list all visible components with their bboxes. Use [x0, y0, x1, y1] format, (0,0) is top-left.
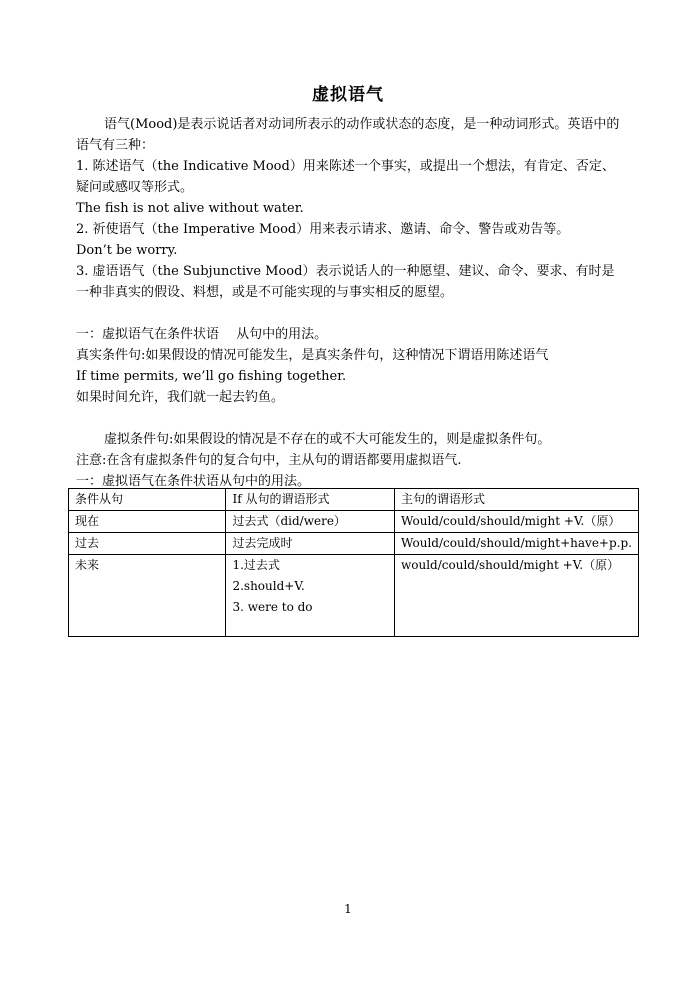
indicative-example: The fish is not alive without water. — [76, 201, 304, 216]
section-heading-1: 一：虚拟语气在条件状语 从句中的用法。 — [76, 327, 328, 342]
section-heading-2: 一：虚拟语气在条件状语从句中的用法。 — [76, 474, 311, 489]
virtual-condition-text: 虚拟条件句:如果假设的情况是不存在的或不大可能发生的，则是虚拟条件句。 — [104, 432, 551, 447]
page-number: 1 — [344, 902, 352, 916]
table-cell-main-clause: would/could/should/might +V.（原） — [394, 555, 638, 637]
table-cell-main-clause: Would/could/should/might+have+p.p. — [394, 533, 638, 555]
intro-paragraph: 语气(Mood)是表示说话者对动词所表示的动作或状态的态度，是一种动词形式。英语中的语气有三种： — [76, 117, 620, 153]
if-clause-line: 3. were to do — [232, 600, 313, 614]
real-condition-example-cn: 如果时间允许，我们就一起去钓鱼。 — [76, 390, 285, 405]
real-condition-text: 真实条件句:如果假设的情况可能发生，是真实条件句，这种情况下谓语用陈述语气 — [76, 348, 549, 363]
table-header-cell: 条件从句 — [69, 489, 226, 511]
if-clause-line: 2.should+V. — [232, 579, 305, 593]
if-clause-line: 1.过去式 — [232, 558, 280, 572]
table-row — [69, 555, 639, 637]
table-cell-if-clause — [226, 555, 395, 637]
table-row — [69, 511, 639, 533]
indicative-mood-item: 1. 陈述语气（the Indicative Mood）用来陈述一个事实，或提出一个想法，有肯定、否定、疑问或感叹等形式。 — [76, 159, 615, 195]
table-row — [69, 533, 639, 555]
table-cell-condition: 未来 — [69, 555, 226, 637]
imperative-example: Don’t be worry. — [76, 243, 178, 258]
real-condition-example-en: If time permits, we’ll go fishing together. — [76, 369, 347, 384]
table-header-cell: If 从句的谓语形式 — [226, 489, 395, 511]
table-cell-if-clause: 过去完成时 — [226, 533, 395, 555]
table-cell-if-clause: 过去式（did/were） — [226, 511, 395, 533]
table-cell-main-clause: Would/could/should/might +V.（原） — [394, 511, 638, 533]
spacer — [76, 303, 624, 324]
subjunctive-mood-item: 3. 虚语语气（the Subjunctive Mood）表示说话人的一种愿望、建议、命令、要求、有时是一种非真实的假设、料想，或是不可能实现的与事实相反的愿望。 — [76, 264, 615, 300]
table-header-cell: 主句的谓语形式 — [394, 489, 638, 511]
table-cell-condition: 过去 — [69, 533, 226, 555]
note-text: 注意:在含有虚拟条件句的复合句中，主从句的谓语都要用虚拟语气. — [76, 453, 462, 468]
spacer — [76, 408, 624, 429]
document-body — [76, 114, 624, 492]
page-title: 虚拟语气 — [312, 85, 384, 105]
table-cell-condition: 现在 — [69, 511, 226, 533]
conditional-table — [68, 488, 639, 637]
table-header-row — [69, 489, 639, 511]
imperative-mood-item: 2. 祈使语气（the Imperative Mood）用来表示请求、邀请、命令、警告或劝告等。 — [76, 222, 570, 237]
